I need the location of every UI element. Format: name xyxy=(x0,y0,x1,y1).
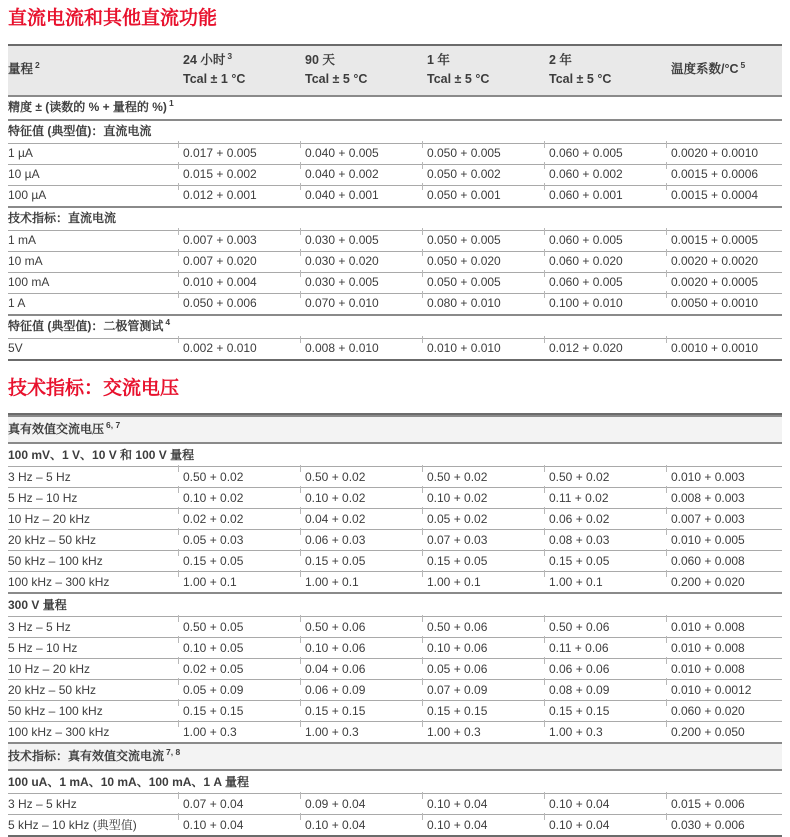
spec-value: 0.10 + 0.04 xyxy=(549,817,671,835)
section-label: 真有效值交流电压 $^{6, 7}$ xyxy=(8,420,121,437)
range-label: 100 mA xyxy=(8,274,50,289)
spec-row xyxy=(8,700,782,721)
section-header-row xyxy=(8,769,782,793)
section-header-row xyxy=(8,415,782,442)
footnote-marker: 4 xyxy=(165,316,171,327)
spec-value: 0.0020 + 0.0005 xyxy=(671,274,782,292)
spec-value: 0.11 + 0.02 xyxy=(549,490,671,508)
footnote-marker: 7, 8 xyxy=(166,747,181,758)
range-label: 10 Hz – 20 kHz xyxy=(8,511,91,526)
range-label: 5 Hz – 10 Hz xyxy=(8,640,78,655)
spec-value: 0.10 + 0.04 xyxy=(183,817,305,835)
range-label: 5 kHz – 10 kHz (典型值) xyxy=(8,817,137,832)
range-label: 1 mA xyxy=(8,232,37,247)
spec-value: 0.15 + 0.05 xyxy=(427,553,549,571)
spec-value: 0.050 + 0.020 xyxy=(427,253,549,271)
column-header-24h: 24 小时 $^3$ Tcal ± 1 °C xyxy=(183,50,246,87)
spec-value: 0.010 + 0.008 xyxy=(671,619,782,637)
spec-row xyxy=(8,658,782,679)
spec-value: 0.15 + 0.15 xyxy=(183,703,305,721)
spec-row xyxy=(8,793,782,814)
table-header-row xyxy=(8,46,782,95)
column-header-2y: 2 年 Tcal ± 5 °C xyxy=(549,52,612,87)
spec-value: 0.50 + 0.06 xyxy=(549,619,671,637)
spec-value: 0.060 + 0.005 xyxy=(549,232,671,250)
page-title-dc-current: 直流电流和其他直流功能 xyxy=(8,8,218,29)
spec-value: 0.007 + 0.020 xyxy=(183,253,305,271)
spec-row xyxy=(8,508,782,529)
range-label: 100 µA xyxy=(8,187,47,202)
spec-value: 0.04 + 0.02 xyxy=(305,511,427,529)
range-label: 20 kHz – 50 kHz xyxy=(8,682,97,697)
range-header-label: 量程 xyxy=(8,62,34,77)
range-header-footnote: 2 xyxy=(35,60,40,71)
spec-value: 0.08 + 0.03 xyxy=(549,532,671,550)
spec-value: 0.15 + 0.15 xyxy=(305,703,427,721)
spec-value: 0.015 + 0.002 xyxy=(183,166,305,184)
spec-value: 0.060 + 0.020 xyxy=(671,703,782,721)
spec-value: 0.10 + 0.02 xyxy=(183,490,305,508)
spec-value: 0.060 + 0.005 xyxy=(549,274,671,292)
spec-value: 1.00 + 0.1 xyxy=(427,574,549,592)
dc-current-spec-table xyxy=(8,44,782,361)
spec-value: 0.15 + 0.05 xyxy=(305,553,427,571)
column-header-range xyxy=(8,59,183,80)
spec-value: 0.50 + 0.02 xyxy=(183,469,305,487)
section-label: 特征值 (典型值)：直流电流 xyxy=(8,123,152,138)
spec-row xyxy=(8,487,782,508)
section-header-row xyxy=(8,314,782,338)
spec-value: 0.040 + 0.001 xyxy=(305,187,427,205)
spec-value: 1.00 + 0.1 xyxy=(305,574,427,592)
spec-row xyxy=(8,616,782,637)
column-header-tempco: 温度系数/°C $^5$ xyxy=(671,60,746,77)
range-label: 50 kHz – 100 kHz xyxy=(8,703,103,718)
spec-value: 0.05 + 0.06 xyxy=(427,661,549,679)
spec-value: 0.10 + 0.04 xyxy=(549,796,671,814)
spec-value: 0.060 + 0.020 xyxy=(549,253,671,271)
spec-value: 0.010 + 0.008 xyxy=(671,640,782,658)
range-label: 1 µA xyxy=(8,145,33,160)
range-label: 100 kHz – 300 kHz xyxy=(8,574,110,589)
spec-value: 0.050 + 0.005 xyxy=(427,232,549,250)
spec-value: 0.060 + 0.001 xyxy=(549,187,671,205)
spec-value: 0.030 + 0.020 xyxy=(305,253,427,271)
spec-value: 0.008 + 0.010 xyxy=(305,340,427,358)
footnote-marker: 6, 7 xyxy=(106,420,121,431)
section-label: 100 uA、1 mA、10 mA、100 mA、1 A 量程 xyxy=(8,774,249,789)
spec-value: 0.10 + 0.05 xyxy=(183,640,305,658)
spec-value: 1.00 + 0.3 xyxy=(427,724,549,742)
spec-value: 0.200 + 0.020 xyxy=(671,574,782,592)
spec-value: 0.0010 + 0.0010 xyxy=(671,340,782,358)
spec-value: 0.050 + 0.001 xyxy=(427,187,549,205)
spec-value: 0.50 + 0.02 xyxy=(549,469,671,487)
spec-value: 0.10 + 0.04 xyxy=(305,817,427,835)
spec-value: 0.015 + 0.006 xyxy=(671,796,782,814)
spec-value: 0.07 + 0.03 xyxy=(427,532,549,550)
spec-value: 0.030 + 0.005 xyxy=(305,232,427,250)
spec-value: 0.10 + 0.04 xyxy=(427,817,549,835)
spec-value: 1.00 + 0.1 xyxy=(549,574,671,592)
spec-value: 0.02 + 0.02 xyxy=(183,511,305,529)
spec-value: 0.040 + 0.005 xyxy=(305,145,427,163)
spec-value: 0.080 + 0.010 xyxy=(427,295,549,313)
section-header-row xyxy=(8,742,782,769)
range-label: 3 Hz – 5 kHz xyxy=(8,796,77,811)
spec-value: 1.00 + 0.3 xyxy=(549,724,671,742)
spec-value: 0.15 + 0.05 xyxy=(549,553,671,571)
spec-value: 0.012 + 0.020 xyxy=(549,340,671,358)
spec-value: 0.007 + 0.003 xyxy=(671,511,782,529)
spec-row xyxy=(8,185,782,206)
spec-value: 0.0050 + 0.0010 xyxy=(671,295,782,313)
spec-value: 0.010 + 0.008 xyxy=(671,661,782,679)
range-label: 50 kHz – 100 kHz xyxy=(8,553,103,568)
spec-row xyxy=(8,230,782,251)
section-label: 精度 ± (读数的 % + 量程的 %) $^1$ xyxy=(8,97,174,114)
section-label: 技术指标：直流电流 xyxy=(8,210,117,225)
spec-value: 0.0015 + 0.0004 xyxy=(671,187,782,205)
spec-value: 1.00 + 0.1 xyxy=(183,574,305,592)
spec-value: 0.10 + 0.02 xyxy=(305,490,427,508)
spec-value: 0.070 + 0.010 xyxy=(305,295,427,313)
section-label: 300 V 量程 xyxy=(8,597,67,612)
spec-value: 0.060 + 0.005 xyxy=(549,145,671,163)
spec-value: 0.007 + 0.003 xyxy=(183,232,305,250)
spec-value: 0.05 + 0.03 xyxy=(183,532,305,550)
spec-value: 0.15 + 0.05 xyxy=(183,553,305,571)
spec-value: 0.050 + 0.002 xyxy=(427,166,549,184)
spec-row xyxy=(8,164,782,185)
section-header-row xyxy=(8,592,782,616)
spec-value: 0.50 + 0.06 xyxy=(305,619,427,637)
range-label: 10 mA xyxy=(8,253,43,268)
spec-row xyxy=(8,550,782,571)
spec-value: 0.09 + 0.04 xyxy=(305,796,427,814)
spec-value: 0.05 + 0.09 xyxy=(183,682,305,700)
spec-value: 0.50 + 0.05 xyxy=(183,619,305,637)
spec-value: 0.0015 + 0.0005 xyxy=(671,232,782,250)
spec-value: 0.50 + 0.02 xyxy=(427,469,549,487)
range-label: 5 Hz – 10 Hz xyxy=(8,490,78,505)
range-label: 10 Hz – 20 kHz xyxy=(8,661,91,676)
spec-value: 0.0015 + 0.0006 xyxy=(671,166,782,184)
spec-value: 0.040 + 0.002 xyxy=(305,166,427,184)
section-label: 特征值 (典型值)：二极管测试 $^4$ xyxy=(8,316,171,333)
spec-value: 0.010 + 0.010 xyxy=(427,340,549,358)
range-label: 5V xyxy=(8,340,23,355)
spec-value: 1.00 + 0.3 xyxy=(305,724,427,742)
spec-value: 0.10 + 0.02 xyxy=(427,490,549,508)
spec-value: 0.030 + 0.005 xyxy=(305,274,427,292)
range-label: 20 kHz – 50 kHz xyxy=(8,532,97,547)
spec-value: 0.05 + 0.02 xyxy=(427,511,549,529)
spec-value: 0.10 + 0.06 xyxy=(427,640,549,658)
spec-row xyxy=(8,466,782,487)
spec-value: 0.050 + 0.005 xyxy=(427,145,549,163)
spec-value: 0.050 + 0.005 xyxy=(427,274,549,292)
spec-value: 0.50 + 0.02 xyxy=(305,469,427,487)
spec-value: 0.017 + 0.005 xyxy=(183,145,305,163)
spec-value: 0.060 + 0.008 xyxy=(671,553,782,571)
section-header-row xyxy=(8,95,782,119)
spec-value: 0.100 + 0.010 xyxy=(549,295,671,313)
spec-value: 0.15 + 0.15 xyxy=(427,703,549,721)
range-label: 1 A xyxy=(8,295,26,310)
spec-value: 0.002 + 0.010 xyxy=(183,340,305,358)
range-label: 3 Hz – 5 Hz xyxy=(8,469,71,484)
spec-value: 0.02 + 0.05 xyxy=(183,661,305,679)
section-label: 技术指标：真有效值交流电流 $^{7, 8}$ xyxy=(8,747,181,764)
spec-value: 0.060 + 0.002 xyxy=(549,166,671,184)
page-title-ac-voltage: 技术指标：交流电压 xyxy=(8,377,180,399)
dc-table-rows xyxy=(8,95,782,359)
spec-row xyxy=(8,251,782,272)
spec-row xyxy=(8,143,782,164)
spec-row xyxy=(8,338,782,359)
spec-value: 0.0020 + 0.0010 xyxy=(671,145,782,163)
spec-value: 1.00 + 0.3 xyxy=(183,724,305,742)
footnote-marker: 1 xyxy=(168,97,174,108)
spec-value: 0.50 + 0.06 xyxy=(427,619,549,637)
column-header-1y: 1 年 Tcal ± 5 °C xyxy=(427,52,490,87)
spec-row xyxy=(8,571,782,592)
ac-voltage-spec-table xyxy=(8,413,782,837)
section-header-row xyxy=(8,442,782,466)
spec-value: 0.08 + 0.09 xyxy=(549,682,671,700)
spec-row xyxy=(8,721,782,742)
spec-value: 0.06 + 0.02 xyxy=(549,511,671,529)
spec-row xyxy=(8,293,782,314)
ac-table-rows xyxy=(8,415,782,835)
spec-value: 0.012 + 0.001 xyxy=(183,187,305,205)
section-header-row xyxy=(8,119,782,143)
spec-value: 0.15 + 0.15 xyxy=(549,703,671,721)
spec-value: 0.010 + 0.0012 xyxy=(671,682,782,700)
spec-value: 0.200 + 0.050 xyxy=(671,724,782,742)
spec-row xyxy=(8,679,782,700)
section-label: 100 mV、1 V、10 V 和 100 V 量程 xyxy=(8,447,195,462)
spec-value: 0.0020 + 0.0020 xyxy=(671,253,782,271)
spec-value: 0.008 + 0.003 xyxy=(671,490,782,508)
spec-value: 0.10 + 0.04 xyxy=(427,796,549,814)
spec-value: 0.06 + 0.06 xyxy=(549,661,671,679)
spec-row xyxy=(8,272,782,293)
spec-value: 0.07 + 0.04 xyxy=(183,796,305,814)
spec-row xyxy=(8,637,782,658)
spec-value: 0.010 + 0.004 xyxy=(183,274,305,292)
spec-row xyxy=(8,814,782,835)
spec-value: 0.030 + 0.006 xyxy=(671,817,782,835)
spec-value: 0.050 + 0.006 xyxy=(183,295,305,313)
range-label: 100 kHz – 300 kHz xyxy=(8,724,110,739)
spec-value: 0.06 + 0.09 xyxy=(305,682,427,700)
spec-row xyxy=(8,529,782,550)
spec-value: 0.11 + 0.06 xyxy=(549,640,671,658)
spec-value: 0.07 + 0.09 xyxy=(427,682,549,700)
spec-value: 0.010 + 0.003 xyxy=(671,469,782,487)
spec-value: 0.10 + 0.06 xyxy=(305,640,427,658)
column-header-90d: 90 天 Tcal ± 5 °C xyxy=(305,52,368,87)
spec-value: 0.04 + 0.06 xyxy=(305,661,427,679)
spec-value: 0.06 + 0.03 xyxy=(305,532,427,550)
range-label: 3 Hz – 5 Hz xyxy=(8,619,71,634)
spec-value: 0.010 + 0.005 xyxy=(671,532,782,550)
section-header-row xyxy=(8,206,782,230)
range-label: 10 µA xyxy=(8,166,40,181)
